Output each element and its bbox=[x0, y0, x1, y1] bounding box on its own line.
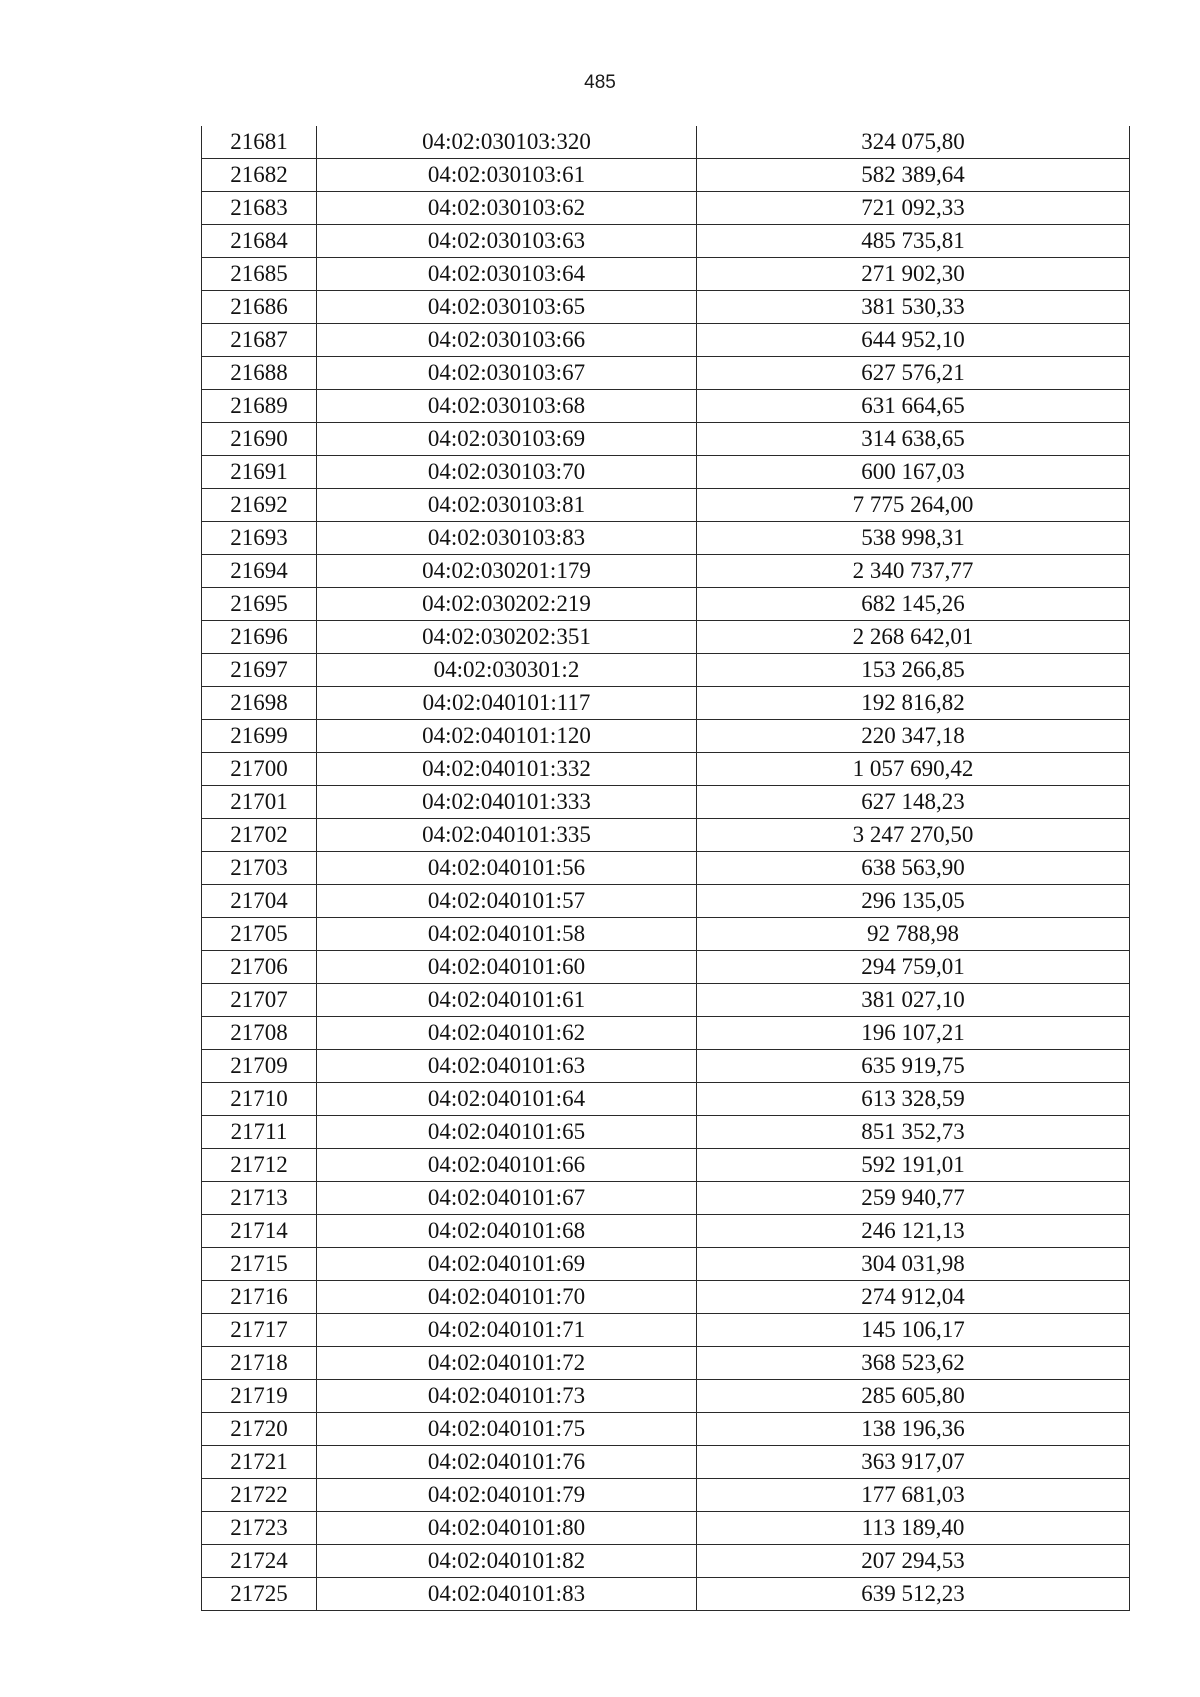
cadastral-number-cell: 04:02:030103:70 bbox=[317, 456, 697, 489]
table-row bbox=[202, 786, 1130, 819]
cadastral-number-cell: 04:02:040101:76 bbox=[317, 1446, 697, 1479]
table-row bbox=[202, 456, 1130, 489]
row-number-cell: 21714 bbox=[202, 1215, 317, 1248]
table-row bbox=[202, 192, 1130, 225]
row-number-cell: 21681 bbox=[202, 126, 317, 159]
cadastral-value-cell: 600 167,03 bbox=[697, 456, 1130, 489]
cadastral-number-cell: 04:02:040101:82 bbox=[317, 1545, 697, 1578]
cadastral-number-cell: 04:02:030202:351 bbox=[317, 621, 697, 654]
table-row bbox=[202, 1149, 1130, 1182]
row-number-cell: 21683 bbox=[202, 192, 317, 225]
cadastral-value-cell: 294 759,01 bbox=[697, 951, 1130, 984]
cadastral-number-cell: 04:02:030103:81 bbox=[317, 489, 697, 522]
cadastral-number-cell: 04:02:040101:80 bbox=[317, 1512, 697, 1545]
row-number-cell: 21692 bbox=[202, 489, 317, 522]
cadastral-number-cell: 04:02:040101:65 bbox=[317, 1116, 697, 1149]
table-row bbox=[202, 1413, 1130, 1446]
table-row bbox=[202, 1446, 1130, 1479]
table-row bbox=[202, 522, 1130, 555]
row-number-cell: 21720 bbox=[202, 1413, 317, 1446]
table-row bbox=[202, 423, 1130, 456]
row-number-cell: 21723 bbox=[202, 1512, 317, 1545]
table-row bbox=[202, 621, 1130, 654]
cadastral-number-cell: 04:02:040101:71 bbox=[317, 1314, 697, 1347]
cadastral-value-cell: 851 352,73 bbox=[697, 1116, 1130, 1149]
cadastral-number-cell: 04:02:030301:2 bbox=[317, 654, 697, 687]
table-row bbox=[202, 291, 1130, 324]
cadastral-number-cell: 04:02:030103:63 bbox=[317, 225, 697, 258]
cadastral-number-cell: 04:02:040101:79 bbox=[317, 1479, 697, 1512]
cadastral-value-table bbox=[201, 126, 1130, 1611]
table-row bbox=[202, 555, 1130, 588]
row-number-cell: 21693 bbox=[202, 522, 317, 555]
row-number-cell: 21702 bbox=[202, 819, 317, 852]
table-row bbox=[202, 654, 1130, 687]
row-number-cell: 21719 bbox=[202, 1380, 317, 1413]
table-row bbox=[202, 1248, 1130, 1281]
cadastral-value-cell: 644 952,10 bbox=[697, 324, 1130, 357]
table-row bbox=[202, 1281, 1130, 1314]
cadastral-number-cell: 04:02:040101:73 bbox=[317, 1380, 697, 1413]
cadastral-value-cell: 613 328,59 bbox=[697, 1083, 1130, 1116]
cadastral-value-cell: 381 027,10 bbox=[697, 984, 1130, 1017]
cadastral-number-cell: 04:02:040101:64 bbox=[317, 1083, 697, 1116]
table-row bbox=[202, 1182, 1130, 1215]
cadastral-value-cell: 259 940,77 bbox=[697, 1182, 1130, 1215]
table-row bbox=[202, 819, 1130, 852]
cadastral-value-cell: 314 638,65 bbox=[697, 423, 1130, 456]
cadastral-value-cell: 246 121,13 bbox=[697, 1215, 1130, 1248]
cadastral-value-cell: 582 389,64 bbox=[697, 159, 1130, 192]
cadastral-number-cell: 04:02:030202:219 bbox=[317, 588, 697, 621]
cadastral-number-cell: 04:02:040101:57 bbox=[317, 885, 697, 918]
cadastral-value-cell: 2 268 642,01 bbox=[697, 621, 1130, 654]
cadastral-number-cell: 04:02:030103:83 bbox=[317, 522, 697, 555]
cadastral-number-cell: 04:02:040101:62 bbox=[317, 1017, 697, 1050]
row-number-cell: 21684 bbox=[202, 225, 317, 258]
row-number-cell: 21688 bbox=[202, 357, 317, 390]
row-number-cell: 21701 bbox=[202, 786, 317, 819]
cadastral-number-cell: 04:02:040101:120 bbox=[317, 720, 697, 753]
row-number-cell: 21706 bbox=[202, 951, 317, 984]
cadastral-number-cell: 04:02:030103:320 bbox=[317, 126, 697, 159]
row-number-cell: 21697 bbox=[202, 654, 317, 687]
cadastral-number-cell: 04:02:040101:72 bbox=[317, 1347, 697, 1380]
cadastral-value-cell: 192 816,82 bbox=[697, 687, 1130, 720]
cadastral-number-cell: 04:02:040101:333 bbox=[317, 786, 697, 819]
cadastral-number-cell: 04:02:040101:335 bbox=[317, 819, 697, 852]
cadastral-value-cell: 631 664,65 bbox=[697, 390, 1130, 423]
cadastral-number-cell: 04:02:040101:66 bbox=[317, 1149, 697, 1182]
table-body bbox=[202, 126, 1130, 1611]
table-row bbox=[202, 1578, 1130, 1611]
cadastral-value-cell: 627 576,21 bbox=[697, 357, 1130, 390]
cadastral-value-cell: 368 523,62 bbox=[697, 1347, 1130, 1380]
table-row bbox=[202, 588, 1130, 621]
table-row bbox=[202, 1017, 1130, 1050]
table-row bbox=[202, 159, 1130, 192]
row-number-cell: 21713 bbox=[202, 1182, 317, 1215]
table-row bbox=[202, 126, 1130, 159]
cadastral-number-cell: 04:02:040101:68 bbox=[317, 1215, 697, 1248]
row-number-cell: 21716 bbox=[202, 1281, 317, 1314]
cadastral-value-cell: 485 735,81 bbox=[697, 225, 1130, 258]
table-row bbox=[202, 1314, 1130, 1347]
cadastral-number-cell: 04:02:040101:83 bbox=[317, 1578, 697, 1611]
table-row bbox=[202, 1116, 1130, 1149]
table-row bbox=[202, 258, 1130, 291]
table-row bbox=[202, 1347, 1130, 1380]
row-number-cell: 21694 bbox=[202, 555, 317, 588]
cadastral-value-cell: 682 145,26 bbox=[697, 588, 1130, 621]
row-number-cell: 21725 bbox=[202, 1578, 317, 1611]
cadastral-value-cell: 296 135,05 bbox=[697, 885, 1130, 918]
row-number-cell: 21700 bbox=[202, 753, 317, 786]
cadastral-number-cell: 04:02:030103:65 bbox=[317, 291, 697, 324]
cadastral-value-cell: 1 057 690,42 bbox=[697, 753, 1130, 786]
table-row bbox=[202, 885, 1130, 918]
cadastral-value-cell: 363 917,07 bbox=[697, 1446, 1130, 1479]
row-number-cell: 21703 bbox=[202, 852, 317, 885]
row-number-cell: 21682 bbox=[202, 159, 317, 192]
row-number-cell: 21709 bbox=[202, 1050, 317, 1083]
cadastral-number-cell: 04:02:030103:62 bbox=[317, 192, 697, 225]
row-number-cell: 21687 bbox=[202, 324, 317, 357]
cadastral-value-cell: 138 196,36 bbox=[697, 1413, 1130, 1446]
row-number-cell: 21721 bbox=[202, 1446, 317, 1479]
table-row bbox=[202, 489, 1130, 522]
row-number-cell: 21707 bbox=[202, 984, 317, 1017]
cadastral-value-cell: 381 530,33 bbox=[697, 291, 1130, 324]
table-row bbox=[202, 357, 1130, 390]
row-number-cell: 21718 bbox=[202, 1347, 317, 1380]
cadastral-value-cell: 153 266,85 bbox=[697, 654, 1130, 687]
table-row bbox=[202, 390, 1130, 423]
cadastral-number-cell: 04:02:030103:64 bbox=[317, 258, 697, 291]
row-number-cell: 21711 bbox=[202, 1116, 317, 1149]
table-row bbox=[202, 1215, 1130, 1248]
row-number-cell: 21717 bbox=[202, 1314, 317, 1347]
table-row bbox=[202, 1050, 1130, 1083]
cadastral-number-cell: 04:02:040101:61 bbox=[317, 984, 697, 1017]
cadastral-value-cell: 3 247 270,50 bbox=[697, 819, 1130, 852]
cadastral-number-cell: 04:02:030103:68 bbox=[317, 390, 697, 423]
cadastral-value-cell: 538 998,31 bbox=[697, 522, 1130, 555]
cadastral-value-cell: 7 775 264,00 bbox=[697, 489, 1130, 522]
table-row bbox=[202, 984, 1130, 1017]
table-row bbox=[202, 852, 1130, 885]
table-row bbox=[202, 324, 1130, 357]
cadastral-value-cell: 285 605,80 bbox=[697, 1380, 1130, 1413]
cadastral-value-cell: 635 919,75 bbox=[697, 1050, 1130, 1083]
table-row bbox=[202, 1545, 1130, 1578]
cadastral-value-cell: 304 031,98 bbox=[697, 1248, 1130, 1281]
cadastral-number-cell: 04:02:040101:70 bbox=[317, 1281, 697, 1314]
cadastral-number-cell: 04:02:040101:117 bbox=[317, 687, 697, 720]
row-number-cell: 21686 bbox=[202, 291, 317, 324]
cadastral-value-cell: 324 075,80 bbox=[697, 126, 1130, 159]
row-number-cell: 21696 bbox=[202, 621, 317, 654]
row-number-cell: 21695 bbox=[202, 588, 317, 621]
cadastral-value-cell: 721 092,33 bbox=[697, 192, 1130, 225]
cadastral-value-cell: 274 912,04 bbox=[697, 1281, 1130, 1314]
cadastral-value-cell: 92 788,98 bbox=[697, 918, 1130, 951]
table-row bbox=[202, 753, 1130, 786]
row-number-cell: 21705 bbox=[202, 918, 317, 951]
row-number-cell: 21710 bbox=[202, 1083, 317, 1116]
row-number-cell: 21722 bbox=[202, 1479, 317, 1512]
row-number-cell: 21698 bbox=[202, 687, 317, 720]
cadastral-number-cell: 04:02:040101:56 bbox=[317, 852, 697, 885]
cadastral-number-cell: 04:02:030103:66 bbox=[317, 324, 697, 357]
cadastral-value-cell: 592 191,01 bbox=[697, 1149, 1130, 1182]
row-number-cell: 21704 bbox=[202, 885, 317, 918]
row-number-cell: 21689 bbox=[202, 390, 317, 423]
table-row bbox=[202, 1512, 1130, 1545]
cadastral-number-cell: 04:02:040101:67 bbox=[317, 1182, 697, 1215]
page-number: 485 bbox=[584, 72, 616, 93]
cadastral-value-cell: 2 340 737,77 bbox=[697, 555, 1130, 588]
row-number-cell: 21685 bbox=[202, 258, 317, 291]
cadastral-number-cell: 04:02:030103:61 bbox=[317, 159, 697, 192]
cadastral-value-cell: 177 681,03 bbox=[697, 1479, 1130, 1512]
cadastral-value-cell: 271 902,30 bbox=[697, 258, 1130, 291]
table-row bbox=[202, 918, 1130, 951]
cadastral-number-cell: 04:02:040101:332 bbox=[317, 753, 697, 786]
cadastral-value-cell: 627 148,23 bbox=[697, 786, 1130, 819]
row-number-cell: 21712 bbox=[202, 1149, 317, 1182]
cadastral-value-cell: 639 512,23 bbox=[697, 1578, 1130, 1611]
table-row bbox=[202, 225, 1130, 258]
cadastral-value-cell: 145 106,17 bbox=[697, 1314, 1130, 1347]
cadastral-value-cell: 207 294,53 bbox=[697, 1545, 1130, 1578]
table-row bbox=[202, 687, 1130, 720]
table-row bbox=[202, 1083, 1130, 1116]
cadastral-number-cell: 04:02:040101:69 bbox=[317, 1248, 697, 1281]
row-number-cell: 21699 bbox=[202, 720, 317, 753]
cadastral-number-cell: 04:02:030103:67 bbox=[317, 357, 697, 390]
cadastral-number-cell: 04:02:040101:60 bbox=[317, 951, 697, 984]
cadastral-number-cell: 04:02:040101:75 bbox=[317, 1413, 697, 1446]
cadastral-value-cell: 196 107,21 bbox=[697, 1017, 1130, 1050]
table-row bbox=[202, 951, 1130, 984]
row-number-cell: 21715 bbox=[202, 1248, 317, 1281]
table-row bbox=[202, 1380, 1130, 1413]
cadastral-number-cell: 04:02:040101:58 bbox=[317, 918, 697, 951]
row-number-cell: 21690 bbox=[202, 423, 317, 456]
table-row bbox=[202, 720, 1130, 753]
cadastral-value-cell: 638 563,90 bbox=[697, 852, 1130, 885]
cadastral-number-cell: 04:02:030201:179 bbox=[317, 555, 697, 588]
cadastral-number-cell: 04:02:030103:69 bbox=[317, 423, 697, 456]
cadastral-number-cell: 04:02:040101:63 bbox=[317, 1050, 697, 1083]
cadastral-value-cell: 220 347,18 bbox=[697, 720, 1130, 753]
table-row bbox=[202, 1479, 1130, 1512]
row-number-cell: 21724 bbox=[202, 1545, 317, 1578]
row-number-cell: 21708 bbox=[202, 1017, 317, 1050]
cadastral-value-cell: 113 189,40 bbox=[697, 1512, 1130, 1545]
row-number-cell: 21691 bbox=[202, 456, 317, 489]
